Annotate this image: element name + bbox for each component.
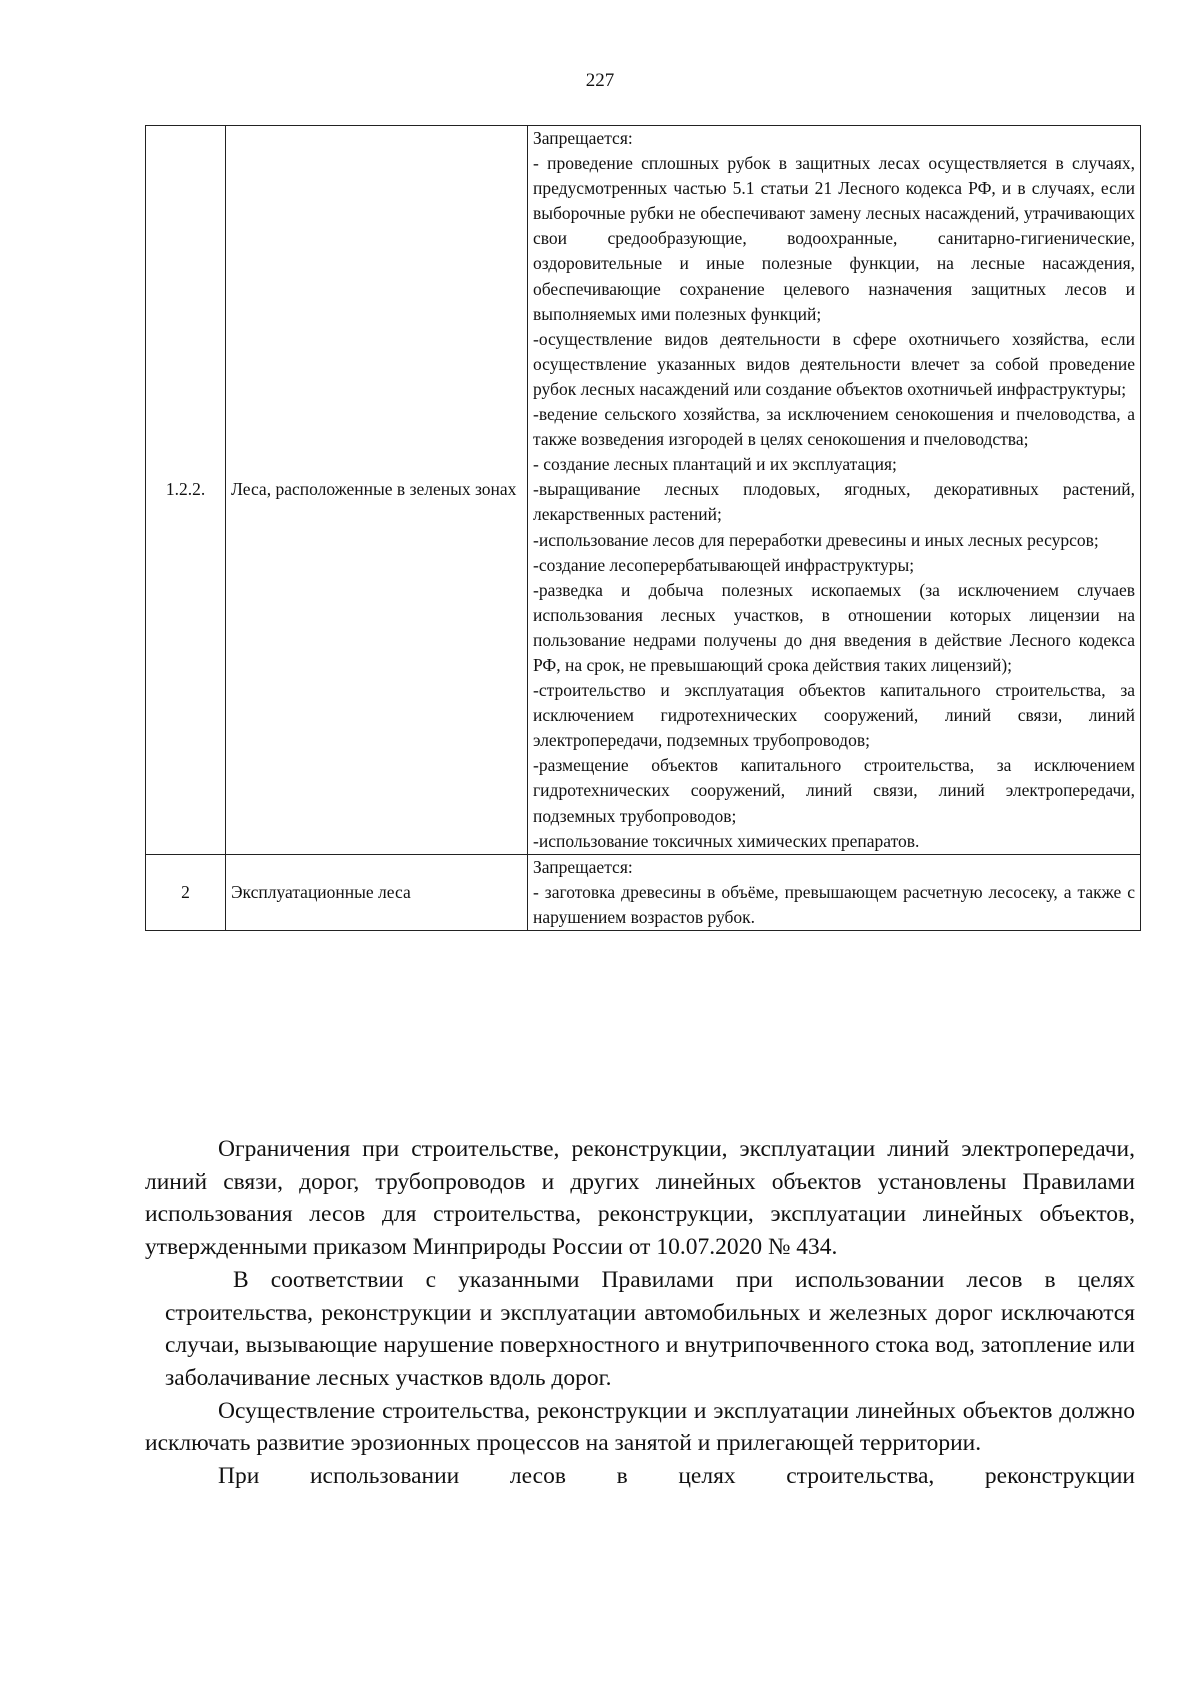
- restriction-item: - создание лесных плантаций и их эксплуатация;: [533, 454, 897, 475]
- restriction-item: -выращивание лесных плодовых, ягодных, декоративных растений, лекарственных растений;: [533, 479, 1135, 525]
- restriction-item: - проведение сплошных рубок в защитных лесах осуществляется в случаях, предусмотренных частью 5.1 статьи 21 Лесного кодекса РФ, и в случаях, если выборочные рубки не обеспечивают замену лесных насаждений, утрачивающих свои средообразующие, водоохранные, санитарно-гигиенические, оздоровительные и иные полезные функции, на лесные насаждения, обеспечивающие сохранение целевого назначения защитных лесов и выполняемых ими полезных функций;: [533, 153, 1135, 324]
- restriction-item: -создание лесоперербатывающей инфраструктуры;: [533, 554, 915, 575]
- paragraph: В соответствии с указанными Правилами при использовании лесов в целях строительства, реконструкции и эксплуатации автомобильных и железных дорог исключаются случаи, вызывающие нарушение поверхностного и внутрипочвенного стока вод, затопление или заболачивание лесных участков вдоль дорог.: [165, 1266, 1135, 1391]
- row-number: 2: [146, 854, 226, 930]
- restriction-item: -осуществление видов деятельности в сфере охотничьего хозяйства, если осуществление указанных видов деятельности влечет за собой проведение рубок лесных насаждений или создание объектов охотничьей инфраструктуры;: [533, 328, 1135, 399]
- restriction-item: -размещение объектов капитального строительства, за исключением гидротехнических сооружений, линий связи, линий электропередачи, подземных трубопроводов;: [533, 755, 1135, 826]
- restrictions-cell: [528, 854, 1141, 930]
- body-text: [145, 1133, 1135, 1493]
- restrictions-table: [145, 125, 1141, 931]
- table-row: [146, 126, 1141, 855]
- restriction-item: - заготовка древесины в объёме, превышающем расчетную лесосеку, а также с нарушением возрастов рубок.: [533, 881, 1135, 927]
- row-number: 1.2.2.: [146, 126, 226, 855]
- restriction-item: -использование токсичных химических препаратов.: [533, 830, 920, 851]
- forest-category: Эксплуатационные леса: [226, 854, 528, 930]
- restrictions-cell: [528, 126, 1141, 855]
- restriction-heading: Запрещается:: [533, 856, 633, 877]
- forest-category: Леса, расположенные в зеленых зонах: [226, 126, 528, 855]
- paragraph: Ограничения при строительстве, реконструкции, эксплуатации линий электропередачи, линий связи, дорог, трубопроводов и других линейных объектов установлены Правилами использования лесов для строительства, реконструкции, эксплуатации линейных объектов, утвержденными приказом Минприроды России от 10.07.2020 № 434.: [145, 1136, 1135, 1261]
- restriction-item: -строительство и эксплуатация объектов капитального строительства, за исключением гидротехнических сооружений, линий связи, линий электропередачи, подземных трубопроводов;: [533, 680, 1135, 751]
- restriction-item: -использование лесов для переработки древесины и иных лесных ресурсов;: [533, 529, 1099, 550]
- paragraph: Осуществление строительства, реконструкции и эксплуатации линейных объектов должно исключать развитие эрозионных процессов на занятой и прилегающей территории.: [145, 1397, 1135, 1457]
- restriction-item: -разведка и добыча полезных ископаемых (за исключением случаев использования лесных участков, в отношении которых лицензии на пользование недрами получены до дня введения в действие Лесного кодекса РФ, на срок, не превышающий срока действия таких лицензий);: [533, 579, 1135, 675]
- restriction-heading: Запрещается:: [533, 128, 633, 148]
- table-row: [146, 854, 1141, 930]
- restriction-item: -ведение сельского хозяйства, за исключением сенокошения и пчеловодства, а также возведения изгородей в целях сенокошения и пчеловодства;: [533, 404, 1135, 450]
- paragraph: При использовании лесов в целях строительства, реконструкции: [218, 1463, 1135, 1490]
- page-number: 227: [585, 70, 615, 91]
